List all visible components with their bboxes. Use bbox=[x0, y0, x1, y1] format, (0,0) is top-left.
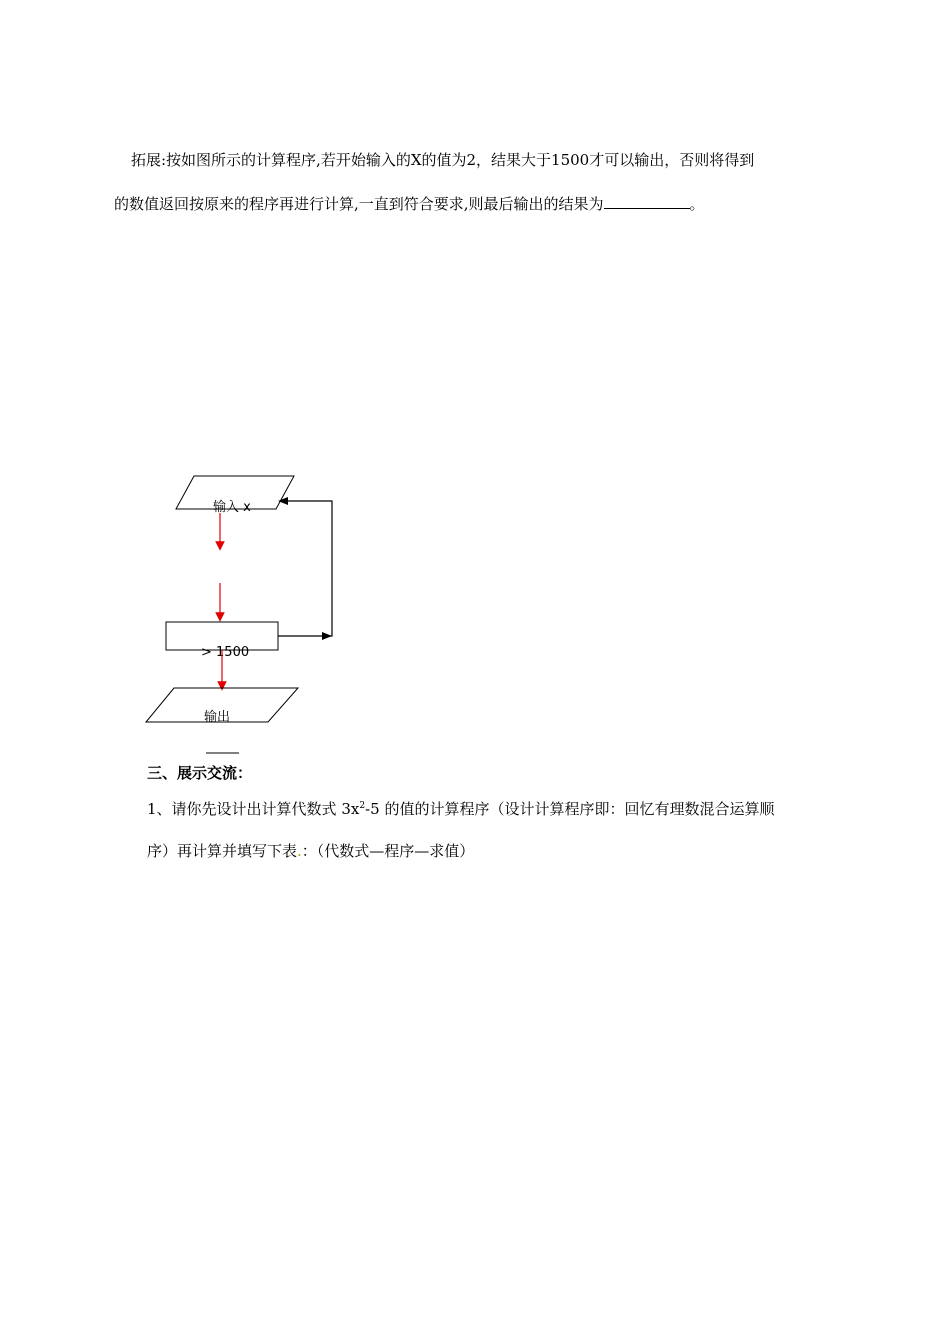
section-3-heading: 三、展示交流： bbox=[147, 764, 253, 782]
q1-text-start: 1、请你先设计出计算代数式 3x bbox=[147, 800, 360, 818]
loop-arrowhead-left bbox=[278, 497, 288, 505]
q1-line2-dot: . bbox=[297, 842, 302, 860]
loop-arrowhead-right bbox=[322, 632, 332, 640]
question-1-line2 bbox=[147, 840, 474, 861]
condition-label: > 1500 bbox=[201, 645, 250, 660]
extension-text-line1: 拓展:按如图所示的计算程序,若开始输入的X的值为2，结果大于1500才可以输出，否则将得到 bbox=[131, 151, 755, 169]
q1-superscript: 2 bbox=[359, 801, 366, 811]
output-label: 输出 bbox=[204, 710, 231, 725]
extension-text-line2-end: 。 bbox=[689, 195, 705, 213]
question-1-line1 bbox=[147, 798, 774, 819]
q1-line2-end: ：（代数式—程序—求值） bbox=[301, 842, 475, 860]
extension-text-line2-start: 的数值返回按原来的程序再进行计算,一直到符合要求,则最后输出的结果为 bbox=[114, 195, 604, 213]
q1-text-end: -5 的值的计算程序（设计计算程序即：回忆有理数混合运算顺 bbox=[365, 800, 775, 818]
q1-line2-start: 序）再计算并填写下表 bbox=[147, 842, 298, 860]
input-label: 输入 x bbox=[213, 500, 251, 515]
loop-back-line bbox=[278, 501, 332, 636]
